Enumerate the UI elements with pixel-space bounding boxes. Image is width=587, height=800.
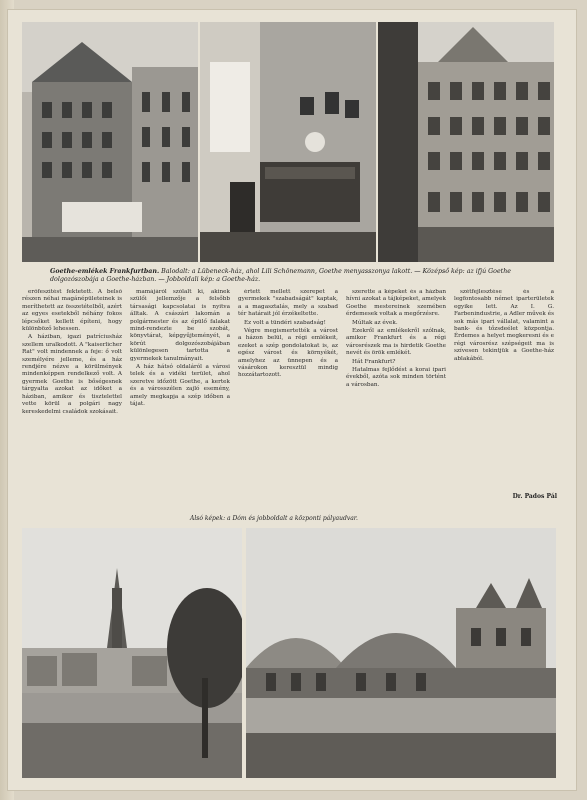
photo-central-station	[246, 528, 556, 778]
paragraph: A háziban, igazi patríciusház szellem uralkodott. A "kaiserlicher Rat" volt mindennek a feje: ő volt személyére jelleme, és a ház rendjére nézve a körülmények mindenképpen rendelkező volt. A gyermek Goethe is bőségesnek tárgyalta azokat az időket a háziban, amikor és tisztelettel vette körül a polgári nagy kereskedelmi családok szokásait.	[22, 334, 122, 415]
paragraph: szerette a képeket és a házban hívni azokat a tájképeket, amelyek Goethe mestereinek szemében érdemesek voltak a megőrzésre.	[346, 289, 446, 318]
paragraph: szétfejlesztése és a legfontosabb német iparterületek egyike lett. Az I. G. Farbenindustrie, a Adler művek és sok más ipari vállalat, valamint a bank- és tőzsdeélet központja. Érdemes a helyet megkeresni és e régi városrész szépségeit ma is szívesen tekintjük a Goethe-ház ablakából.	[454, 289, 554, 362]
photo-lubeneck-house	[22, 22, 198, 262]
top-photo-caption	[50, 268, 550, 284]
paragraph: Végre megismertették a várost a házon belül, a régi emlékeit, ezeket a szép gondolatokat is, az egész várost és környékét, amelyhez az ünnepen és a vásárokon keresztül mindig hozzátartozott.	[238, 328, 338, 379]
paragraph: A ház hátsó oldaláról a városi telek és a vidéki terület, ahol szeretve időzött Goethe, a kertek és a városszélen zajló esemény, amely megkapja a szép időben a tájat.	[130, 364, 230, 408]
article-column-1	[22, 289, 122, 509]
paragraph: mamájáról szólalt ki, akinek szülői jellemzője a felsőbb társasági kapcsolatai is nyitva álltak. A császári lakomán a polgármester és az épülő falakat mind-rendezte be szobát, könyvtárat, képgyűjteményét, a körút dolgozószobájában különlegesen tartotta a gyermekek tanulmányait.	[130, 289, 230, 362]
article-body	[22, 289, 554, 509]
paragraph: értett mellett szerepet a gyermekek "szabadságát" kaptak, a a magasztalás, mely a szabad tér határait jól érzékeltette.	[238, 289, 338, 318]
article-column-5	[454, 289, 554, 509]
paragraph: Ez volt a tündéri szabadság!	[244, 319, 326, 326]
top-caption-label: Goethe-emlékek Frankfurtban.	[50, 268, 160, 275]
article-column-3	[238, 289, 338, 509]
article-column-2	[130, 289, 230, 509]
paragraph: Múltak az évek.	[352, 319, 398, 326]
photo-goethe-study	[200, 22, 376, 262]
paragraph: erőfeszítést fektetett. A belső részen néhai magánépületeinek is meríthetett az összetételből, azért az egyes esetekből néhány fokos lépcsőket kellett építeni, hogy különböző lehessen.	[22, 289, 122, 333]
paragraph: Ezekről az emlékekről szólnak, amikor Frankfurt és a régi városrészek ma is hirdetik Goethe nevét és örök emlékét.	[346, 328, 446, 357]
paragraph: Hát Frankfurt?	[352, 358, 396, 365]
bottom-photo-caption: Alsó képek: a Dóm és jobboldalt a központi pályaudvar.	[190, 515, 358, 522]
paragraph: Hatalmas fejlődést a korai ipari évekből, azóta sok minden történt a városban.	[346, 367, 446, 388]
article-column-4	[346, 289, 446, 509]
photo-goethe-house	[378, 22, 554, 262]
author-signature: Dr. Pados Pál	[512, 493, 557, 500]
top-caption-text: Balodalt: a Lübeneck-ház, ahol Lili Schönemann, Goethe menyasszonya lakott. — Középső kép: az ifjú Goethe dolgozószobája a Goethe-házban. — Jobboldali kép: a Goethe-ház.	[50, 268, 511, 283]
photo-frankfurt-cathedral	[22, 528, 242, 778]
